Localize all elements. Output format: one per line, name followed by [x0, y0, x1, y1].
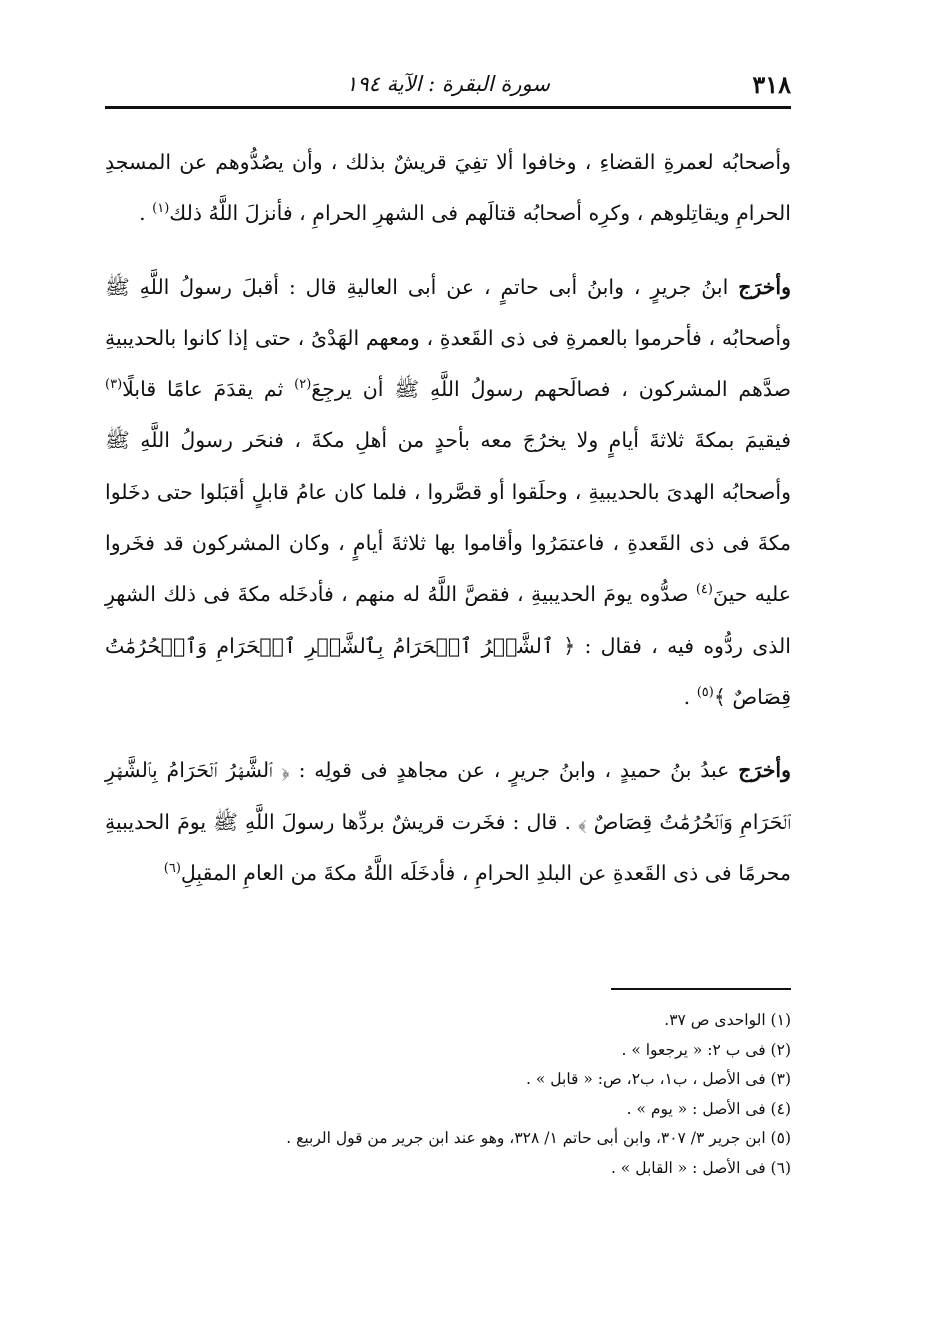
book-page [105, 60, 791, 1310]
footnote-ref: (٥) [696, 685, 714, 701]
footnote-ref: (٤) [695, 582, 713, 598]
footnote-item: (٥) ابن جرير ٣/ ٣٠٧، وابن أبى حاتم ١/ ٣٢٨، وهو عند ابن جرير من قول الربيع . [286, 1129, 791, 1147]
paragraph-text: وأصحابُه لعمرةِ القضاءِ ، وخافوا ألا تفِيَ قريشٌ بذلك ، وأن يصُدُّوهم عن المسجدِ الحرامِ ويقاتِلوهم ، وكرِه أصحابُه قتالَهم فى الشهرِ الحرامِ ، فأنزلَ اللَّهُ ذلك [105, 150, 791, 226]
paragraph-3 [105, 745, 791, 899]
footnote-item: (٤) فى الأصل : « يوم » . [626, 1099, 791, 1118]
footnote-item: (٢) فى ب ٢: « يرجعوا » . [621, 1040, 791, 1059]
footnote-ref: (٢) [294, 377, 312, 393]
paragraph-lead: وأخرَج [738, 274, 791, 299]
footnote-item: (٦) فى الأصل : « القابل » . [610, 1158, 791, 1177]
paragraph-tail: صدُّوه يومَ الحديبيةِ ، فقصَّ اللَّهُ له منهم ، فأدخَله مكةَ فى ذلك الشهرِ الذى ردُّوه فيه ، فقال : ﴿ ٱلشَّهۡرُ ٱلۡحَرَامُ بِٱلشَّهۡرِ ٱلۡحَرَامِ وَٱلۡحُرُمَٰتُ قِصَاصٌ ﴾ [105, 582, 791, 709]
footnote-divider [611, 988, 791, 990]
footnote-ref: (١) [152, 201, 170, 217]
paragraph-text: عبدُ بنُ حميدٍ ، وابنُ جريرٍ ، عن مجاهدٍ فى قولِه : ﴿ ٱلشَّهۡرُ ٱلۡحَرَامُ بِٱلشَّهۡرِ ٱلۡحَرَامِ وَٱلۡحُرُمَٰتُ قِصَاصٌ ﴾ . قال : فخَرت قريشٌ بردِّها رسولَ اللَّهِ ﷺ يومَ الحديبيةِ محرمًا فى ذى القَعدةِ عن البلدِ الحرامِ ، فأدخَلَه اللَّهُ مكةَ من العامِ المقبِلِ [105, 758, 791, 885]
paragraph-tail: . [683, 684, 697, 709]
page-number: ٣١٨ [752, 70, 791, 99]
footnote-ref: (٦) [163, 861, 181, 877]
running-title: سورة البقرة : الآية ١٩٤ [346, 72, 550, 96]
paragraph-tail: فيقيمَ بمكةَ ثلاثةَ أيامٍ ولا يخرُجَ معه بأحدٍ من أهلِ مكةَ ، فنحَر رسولُ اللَّهِ ﷺ وأصحابُه الهدىَ بالحديبيةِ ، وحلَقوا أو قصَّروا ، فلما كان عامُ قابلٍ أقبَلوا حتى دخَلوا مكةَ فى ذى القَعدةِ ، فاعتمَرُوا وأقاموا بها ثلاثةَ أيامٍ ، وكان المشركون قد فخَروا عليه حينَ [105, 428, 791, 607]
footnote-item: (١) الواحدى ص ٣٧. [664, 1011, 791, 1029]
paragraph-tail: ثم يقدَمَ عامًا قابلًا [122, 377, 295, 402]
footnote-ref: (٣) [105, 377, 123, 393]
paragraph-tail: . [139, 201, 153, 226]
page-header [105, 60, 791, 109]
paragraph-text: ابنُ جريرٍ ، وابنُ أبى حاتمٍ ، عن أبى العاليةِ قال : أقبلَ رسولُ اللَّهِ ﷺ وأصحابُه ، فأحرموا بالعمرةِ فى ذى القَعدةِ ، ومعهم الهَدْىُ ، حتى إذا كانوا بالحديبيةِ صدَّهم المشركون ، فصالَحهم رسولُ اللَّهِ ﷺ أن يرجِعَ [105, 274, 791, 402]
paragraph-2 [105, 262, 791, 724]
footnote-item: (٣) فى الأصل ، ب١، ب٢، ص: « قابل » . [526, 1070, 791, 1088]
footnotes [105, 1006, 791, 1183]
main-text [105, 137, 791, 899]
paragraph-lead: وأخرَج [738, 758, 791, 783]
paragraph-1 [105, 137, 791, 240]
